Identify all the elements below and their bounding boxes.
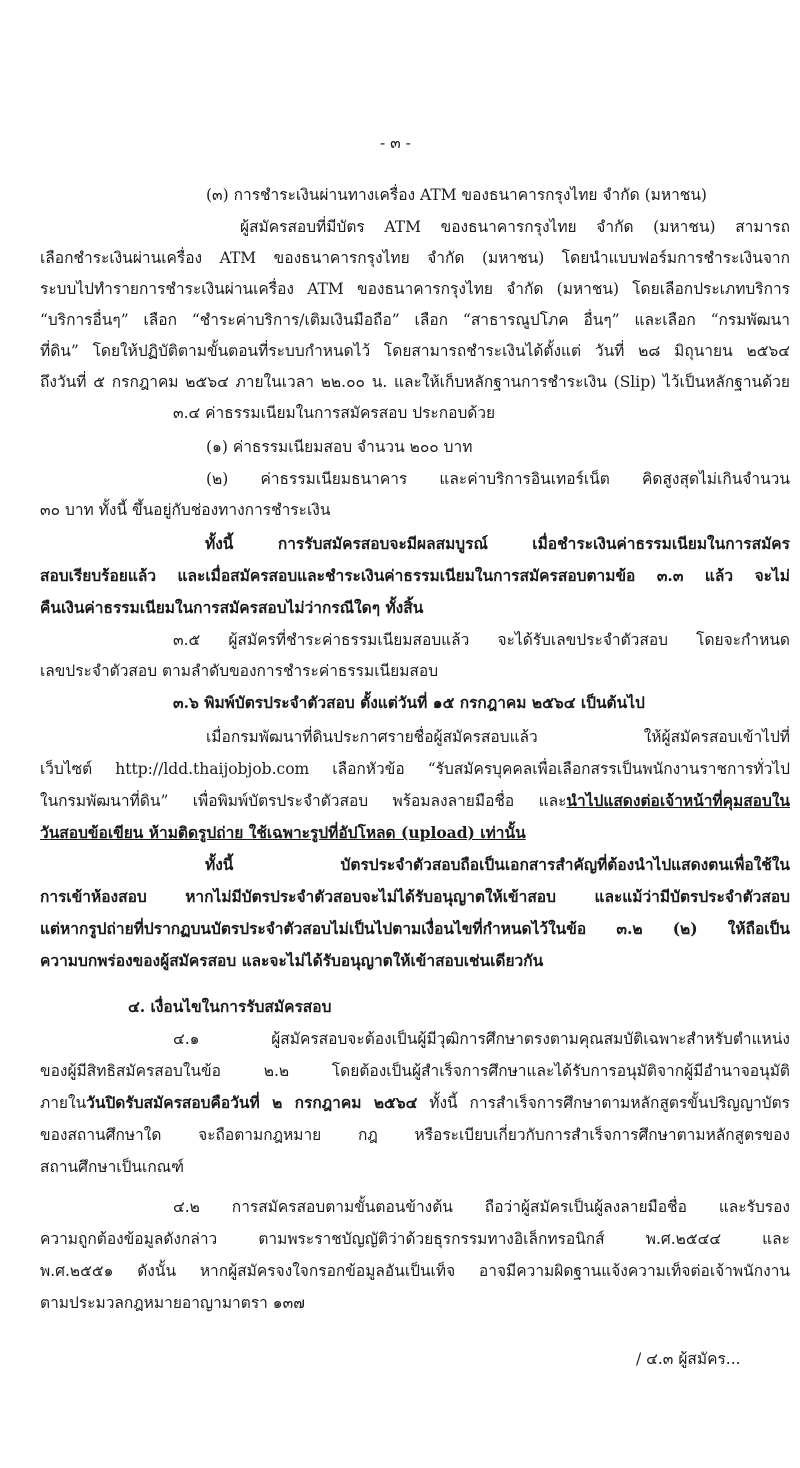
section-4-1-line [40, 1088, 790, 1118]
id-card-note: การเข้าห้องสอบ หากไม่มีบัตรประจำตัวสอบจะไม่ได้รับอนุญาตให้เข้าสอบ และแม้ว่ามีบัตรประจำตัวสอบ [40, 887, 790, 906]
fee-item-2-cont: ๓๐ บาท ทั้งนี้ ขึ้นอยู่กับช่องทางการชำระเงิน [40, 501, 331, 519]
section-4-2-line: ความถูกต้องข้อมูลดังกล่าว ตามพระราชบัญญัติว่าด้วยธุรกรรมทางอิเล็กทรอนิกส์ พ.ศ.๒๕๔๔ และ [40, 1230, 790, 1248]
section-3-6-underlined: นำไปแสดงต่อเจ้าหน้าที่คุมสอบใน [566, 791, 790, 810]
section-4-1-text: ภายใน [40, 1094, 87, 1112]
section-3-5-line: เลขประจำตัวสอบ ตามลำดับของการชำระค่าธรรมเนียมสอบ [40, 662, 439, 680]
section-3-6-line: เมื่อกรมพัฒนาที่ดินประกาศรายชื่อผู้สมัครสอบแล้ว ให้ผู้สมัครสอบเข้าไปที่ [206, 728, 790, 746]
closing-date: วันปิดรับสมัครสอบคือวันที่ ๒ กรกฎาคม ๒๕๖๔ [86, 1093, 418, 1112]
section-3-5-line: ๓.๕ ผู้สมัครที่ชำระค่าธรรมเนียมสอบแล้ว จะได้รับเลขประจำตัวสอบ โดยจะกำหนด [173, 631, 790, 649]
fee-note: สอบเรียบร้อยแล้ว และเมื่อสมัครสอบและชำระเงินค่าธรรมเนียมในการสมัครสอบตามข้อ ๓.๓ แล้ว จะไม่ [40, 566, 790, 585]
body-line: ผู้สมัครสอบที่มีบัตร ATM ของธนาคารกรุงไทย จำกัด (มหาชน) สามารถ [240, 218, 790, 236]
section-4-heading: ๔. เงื่อนไขในการรับสมัครสอบ [128, 997, 332, 1016]
continuation-note: / ๔.๓ ผู้สมัคร... [636, 1350, 741, 1368]
fee-note: คืนเงินค่าธรรมเนียมในการสมัครสอบไม่ว่ากรณีใดๆ ทั้งสิ้น [40, 598, 424, 617]
section-4-1-line: ของสถานศึกษาใด จะถือตามกฎหมาย กฎ หรือระเบียบเกี่ยวกับการสำเร็จการศึกษาตามหลักสูตรของ [40, 1126, 790, 1144]
body-line: ถึงวันที่ ๕ กรกฎาคม ๒๕๖๔ ภายในเวลา ๒๒.๐๐ น. และให้เก็บหลักฐานการชำระเงิน (Slip) ไว้เป็นหลักฐานด้วย [40, 373, 790, 391]
fee-item-2: (๒) ค่าธรรมเนียมธนาคาร และค่าบริการอินเทอร์เน็ต คิดสูงสุดไม่เกินจำนวน [206, 470, 790, 488]
section-4-1-line: ๔.๑ ผู้สมัครสอบจะต้องเป็นผู้มีวุฒิการศึกษาตรงตามคุณสมบัติเฉพาะสำหรับตำแหน่ง [173, 1030, 790, 1048]
page-number: - ๓ - [380, 134, 411, 152]
body-line: “บริการอื่นๆ” เลือก “ชำระค่าบริการ/เติมเงินมือถือ” เลือก “สาธารณูปโภค อื่นๆ” และเลือก “กรมพัฒนา [40, 311, 790, 329]
item-3-heading: (๓) การชำระเงินผ่านทางเครื่อง ATM ของธนาคารกรุงไทย จำกัด (มหาชน) [206, 186, 707, 204]
id-card-note: ทั้งนี้ บัตรประจำตัวสอบถือเป็นเอกสารสำคัญที่ต้องนำไปแสดงตนเพื่อใช้ใน [205, 855, 790, 874]
section-4-1-line: ของผู้มีสิทธิสมัครสอบในข้อ ๒.๒ โดยต้องเป็นผู้สำเร็จการศึกษาและได้รับการอนุมัติจากผู้มีอำนาจอนุมัติ [40, 1062, 790, 1080]
section-4-2-line: ๔.๒ การสมัครสอบตามขั้นตอนข้างต้น ถือว่าผู้สมัครเป็นผู้ลงลายมือชื่อ และรับรอง [173, 1198, 790, 1216]
section-4-2-line: พ.ศ.๒๕๕๑ ดังนั้น หากผู้สมัครจงใจกรอกข้อมูลอันเป็นเท็จ อาจมีความผิดฐานแจ้งความเท็จต่อเจ้าพนักงาน [40, 1262, 790, 1280]
section-4-1-line: สถานศึกษาเป็นเกณฑ์ [40, 1158, 184, 1176]
section-4-2-line: ตามประมวลกฎหมายอาญามาตรา ๑๓๗ [40, 1294, 305, 1312]
id-card-note: แต่หากรูปถ่ายที่ปรากฏบนบัตรประจำตัวสอบไม่เป็นไปตามเงื่อนไขที่กำหนดไว้ในข้อ ๓.๒ (๒) ให้ถือเป็น [40, 919, 790, 938]
section-3-6-line: เว็บไซต์ http://ldd.thaijobjob.com เลือกหัวข้อ “รับสมัครบุคคลเพื่อเลือกสรรเป็นพนักงานราชการทั่วไป [40, 760, 790, 778]
fee-note: ทั้งนี้ การรับสมัครสอบจะมีผลสมบูรณ์ เมื่อชำระเงินค่าธรรมเนียมในการสมัคร [205, 534, 790, 553]
body-line: เลือกชำระเงินผ่านเครื่อง ATM ของธนาคารกรุงไทย จำกัด (มหาชน) โดยนำแบบฟอร์มการชำระเงินจาก [40, 249, 790, 267]
section-3-6-underlined: วันสอบข้อเขียน ห้ามติดรูปถ่าย ใช้เฉพาะรูปที่อัปโหลด (upload) เท่านั้น [40, 823, 526, 842]
body-line: ที่ดิน” โดยให้ปฏิบัติตามขั้นตอนที่ระบบกำหนดไว้ โดยสามารถชำระเงินได้ตั้งแต่ วันที่ ๒๘ มิถุนายน ๒๕๖๔ [40, 342, 790, 360]
body-line: ระบบไปทำรายการชำระเงินผ่านเครื่อง ATM ของธนาคารกรุงไทย จำกัด (มหาชน) โดยเลือกประเภทบริการ [40, 280, 790, 298]
section-3-6-text: ในกรมพัฒนาที่ดิน” เพื่อพิมพ์บัตรประจำตัวสอบ พร้อมลงลายมือชื่อ และ [40, 792, 567, 810]
section-4-1-text: ทั้งนี้ การสำเร็จการศึกษาตามหลักสูตรขั้นปริญญาบัตร [417, 1094, 790, 1112]
section-3-4-heading: ๓.๔ ค่าธรรมเนียมในการสมัครสอบ ประกอบด้วย [173, 404, 496, 422]
id-card-note: ความบกพร่องของผู้สมัครสอบ และจะไม่ได้รับอนุญาตให้เข้าสอบเช่นเดียวกัน [40, 951, 544, 970]
fee-item-1: (๑) ค่าธรรมเนียมสอบ จำนวน ๒๐๐ บาท [206, 438, 473, 456]
section-3-6-line [40, 786, 790, 816]
section-3-6-heading: ๓.๖ พิมพ์บัตรประจำตัวสอบ ตั้งแต่วันที่ ๑๕ กรกฎาคม ๒๕๖๔ เป็นต้นไป [173, 693, 645, 712]
